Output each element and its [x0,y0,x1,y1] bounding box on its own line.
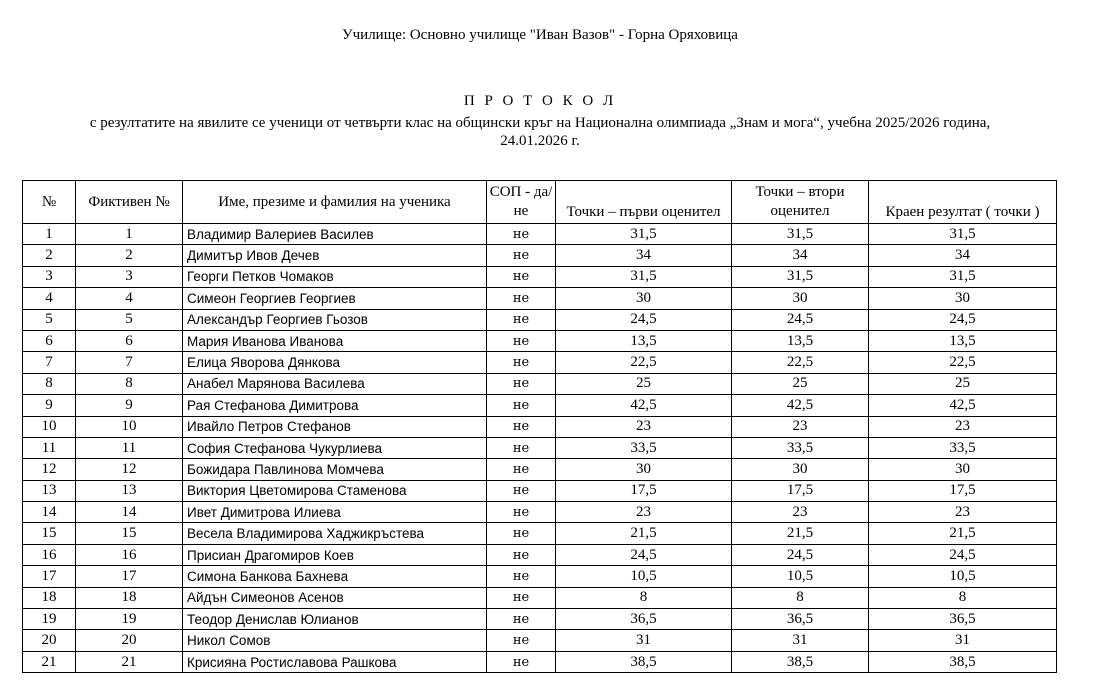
cell-fictive-num: 5 [76,309,183,330]
cell-student-name: Никол Сомов [183,630,487,651]
cell-final-result: 38,5 [869,651,1057,672]
cell-second-evaluator: 42,5 [732,395,869,416]
cell-fictive-num: 2 [76,245,183,266]
cell-student-name: Присиан Драгомиров Коев [183,544,487,565]
cell-first-evaluator: 22,5 [556,352,732,373]
cell-final-result: 17,5 [869,480,1057,501]
table-row [23,352,1057,373]
cell-num: 17 [23,566,76,587]
cell-num: 2 [23,245,76,266]
cell-second-evaluator: 31,5 [732,266,869,287]
cell-first-evaluator: 13,5 [556,330,732,351]
cell-final-result: 13,5 [869,330,1057,351]
cell-second-evaluator: 22,5 [732,352,869,373]
cell-num: 8 [23,373,76,394]
cell-fictive-num: 1 [76,224,183,245]
cell-student-name: Симона Банкова Бахнева [183,566,487,587]
cell-student-name: Анабел Марянова Василева [183,373,487,394]
cell-fictive-num: 10 [76,416,183,437]
cell-first-evaluator: 34 [556,245,732,266]
table-row [23,416,1057,437]
cell-first-evaluator: 42,5 [556,395,732,416]
document-subtitle [0,114,1080,150]
cell-sop: не [487,352,556,373]
cell-fictive-num: 4 [76,288,183,309]
header-first-evaluator: Точки – първи оценител [556,181,732,224]
cell-fictive-num: 16 [76,544,183,565]
cell-num: 10 [23,416,76,437]
cell-first-evaluator: 10,5 [556,566,732,587]
cell-num: 21 [23,651,76,672]
cell-student-name: Виктория Цветомирова Стаменова [183,480,487,501]
cell-sop: не [487,544,556,565]
table-row [23,373,1057,394]
cell-first-evaluator: 33,5 [556,437,732,458]
table-header-row [23,181,1057,224]
cell-num: 11 [23,437,76,458]
cell-second-evaluator: 8 [732,587,869,608]
cell-sop: не [487,416,556,437]
cell-sop: не [487,437,556,458]
cell-num: 5 [23,309,76,330]
cell-student-name: Георги Петков Чомаков [183,266,487,287]
cell-sop: не [487,395,556,416]
cell-num: 18 [23,587,76,608]
cell-second-evaluator: 33,5 [732,437,869,458]
cell-first-evaluator: 8 [556,587,732,608]
cell-final-result: 21,5 [869,523,1057,544]
cell-final-result: 10,5 [869,566,1057,587]
cell-fictive-num: 8 [76,373,183,394]
cell-student-name: Александър Георгиев Гьозов [183,309,487,330]
cell-sop: не [487,523,556,544]
cell-sop: не [487,609,556,630]
cell-student-name: Димитър Ивов Дечев [183,245,487,266]
cell-second-evaluator: 13,5 [732,330,869,351]
cell-student-name: Крисияна Ростиславова Рашкова [183,651,487,672]
header-num: № [23,181,76,224]
cell-final-result: 8 [869,587,1057,608]
cell-second-evaluator: 30 [732,459,869,480]
cell-fictive-num: 13 [76,480,183,501]
cell-first-evaluator: 24,5 [556,309,732,330]
cell-student-name: Елица Яворова Дянкова [183,352,487,373]
header-student-name: Име, презиме и фамилия на ученика [183,181,487,224]
cell-second-evaluator: 30 [732,288,869,309]
cell-first-evaluator: 23 [556,416,732,437]
cell-student-name: Владимир Валериев Василев [183,224,487,245]
cell-sop: не [487,309,556,330]
cell-sop: не [487,587,556,608]
cell-final-result: 34 [869,245,1057,266]
table-row [23,224,1057,245]
cell-fictive-num: 18 [76,587,183,608]
subtitle-line-1: с резултатите на явилите се ученици от четвърти клас на общински кръг на Национална олимпиада „Знам и мога“, учебна 2025/2026 година, [89,115,991,131]
header-sop: СОП - да/не [487,181,556,224]
cell-sop: не [487,245,556,266]
cell-second-evaluator: 31 [732,630,869,651]
cell-final-result: 30 [869,459,1057,480]
cell-sop: не [487,480,556,501]
cell-second-evaluator: 23 [732,502,869,523]
cell-fictive-num: 20 [76,630,183,651]
cell-num: 12 [23,459,76,480]
cell-num: 14 [23,502,76,523]
cell-sop: не [487,288,556,309]
school-name: Училище: Основно училище "Иван Вазов" - Горна Оряховица [342,27,738,43]
table-row [23,245,1057,266]
cell-final-result: 31,5 [869,266,1057,287]
cell-fictive-num: 17 [76,566,183,587]
cell-student-name: София Стефанова Чукурлиева [183,437,487,458]
cell-student-name: Айдън Симеонов Асенов [183,587,487,608]
cell-first-evaluator: 30 [556,459,732,480]
cell-final-result: 42,5 [869,395,1057,416]
cell-num: 16 [23,544,76,565]
cell-first-evaluator: 31 [556,630,732,651]
cell-final-result: 33,5 [869,437,1057,458]
cell-second-evaluator: 34 [732,245,869,266]
cell-num: 3 [23,266,76,287]
cell-student-name: Ивайло Петров Стефанов [183,416,487,437]
cell-student-name: Ивет Димитрова Илиева [183,502,487,523]
cell-final-result: 30 [869,288,1057,309]
cell-student-name: Симеон Георгиев Георгиев [183,288,487,309]
cell-first-evaluator: 30 [556,288,732,309]
cell-second-evaluator: 31,5 [732,224,869,245]
cell-second-evaluator: 24,5 [732,309,869,330]
cell-second-evaluator: 21,5 [732,523,869,544]
cell-num: 20 [23,630,76,651]
cell-sop: не [487,373,556,394]
table-row [23,395,1057,416]
cell-second-evaluator: 38,5 [732,651,869,672]
cell-sop: не [487,566,556,587]
cell-fictive-num: 7 [76,352,183,373]
cell-sop: не [487,330,556,351]
table-row [23,288,1057,309]
subtitle-line-2: 24.01.2026 г. [500,133,580,149]
cell-first-evaluator: 31,5 [556,266,732,287]
table-row [23,523,1057,544]
cell-fictive-num: 12 [76,459,183,480]
cell-fictive-num: 3 [76,266,183,287]
cell-fictive-num: 15 [76,523,183,544]
cell-first-evaluator: 24,5 [556,544,732,565]
cell-student-name: Божидара Павлинова Момчева [183,459,487,480]
cell-student-name: Весела Владимирова Хаджикръстева [183,523,487,544]
cell-student-name: Рая Стефанова Димитрова [183,395,487,416]
cell-final-result: 31,5 [869,224,1057,245]
cell-final-result: 25 [869,373,1057,394]
cell-fictive-num: 14 [76,502,183,523]
cell-sop: не [487,502,556,523]
table-row [23,459,1057,480]
cell-num: 4 [23,288,76,309]
table-row [23,587,1057,608]
cell-sop: не [487,459,556,480]
cell-first-evaluator: 38,5 [556,651,732,672]
cell-num: 1 [23,224,76,245]
cell-num: 6 [23,330,76,351]
cell-second-evaluator: 25 [732,373,869,394]
cell-num: 9 [23,395,76,416]
cell-fictive-num: 19 [76,609,183,630]
cell-second-evaluator: 10,5 [732,566,869,587]
table-row [23,630,1057,651]
cell-first-evaluator: 36,5 [556,609,732,630]
cell-final-result: 23 [869,502,1057,523]
cell-second-evaluator: 17,5 [732,480,869,501]
cell-student-name: Теодор Денислав Юлианов [183,609,487,630]
cell-num: 19 [23,609,76,630]
header-fictive-num: Фиктивен № [76,181,183,224]
cell-final-result: 24,5 [869,544,1057,565]
cell-sop: не [487,651,556,672]
table-row [23,480,1057,501]
cell-first-evaluator: 31,5 [556,224,732,245]
cell-second-evaluator: 36,5 [732,609,869,630]
cell-final-result: 23 [869,416,1057,437]
table-row [23,609,1057,630]
table-row [23,330,1057,351]
table-row [23,266,1057,287]
cell-final-result: 22,5 [869,352,1057,373]
cell-fictive-num: 6 [76,330,183,351]
table-row [23,566,1057,587]
cell-first-evaluator: 23 [556,502,732,523]
cell-student-name: Мария Иванова Иванова [183,330,487,351]
header-final-result: Краен резултат ( точки ) [869,181,1057,224]
cell-first-evaluator: 17,5 [556,480,732,501]
header-second-evaluator: Точки – втори оценител [732,181,869,224]
table-row [23,651,1057,672]
document-title: П Р О Т О К О Л [463,93,617,109]
cell-final-result: 31 [869,630,1057,651]
table-row [23,544,1057,565]
cell-final-result: 24,5 [869,309,1057,330]
table-row [23,502,1057,523]
cell-first-evaluator: 25 [556,373,732,394]
cell-fictive-num: 21 [76,651,183,672]
cell-second-evaluator: 24,5 [732,544,869,565]
cell-num: 15 [23,523,76,544]
cell-sop: не [487,630,556,651]
cell-num: 7 [23,352,76,373]
cell-sop: не [487,266,556,287]
table-row [23,309,1057,330]
cell-first-evaluator: 21,5 [556,523,732,544]
cell-num: 13 [23,480,76,501]
cell-fictive-num: 11 [76,437,183,458]
table-row [23,437,1057,458]
cell-final-result: 36,5 [869,609,1057,630]
cell-sop: не [487,224,556,245]
results-table [22,180,1057,673]
cell-second-evaluator: 23 [732,416,869,437]
cell-fictive-num: 9 [76,395,183,416]
